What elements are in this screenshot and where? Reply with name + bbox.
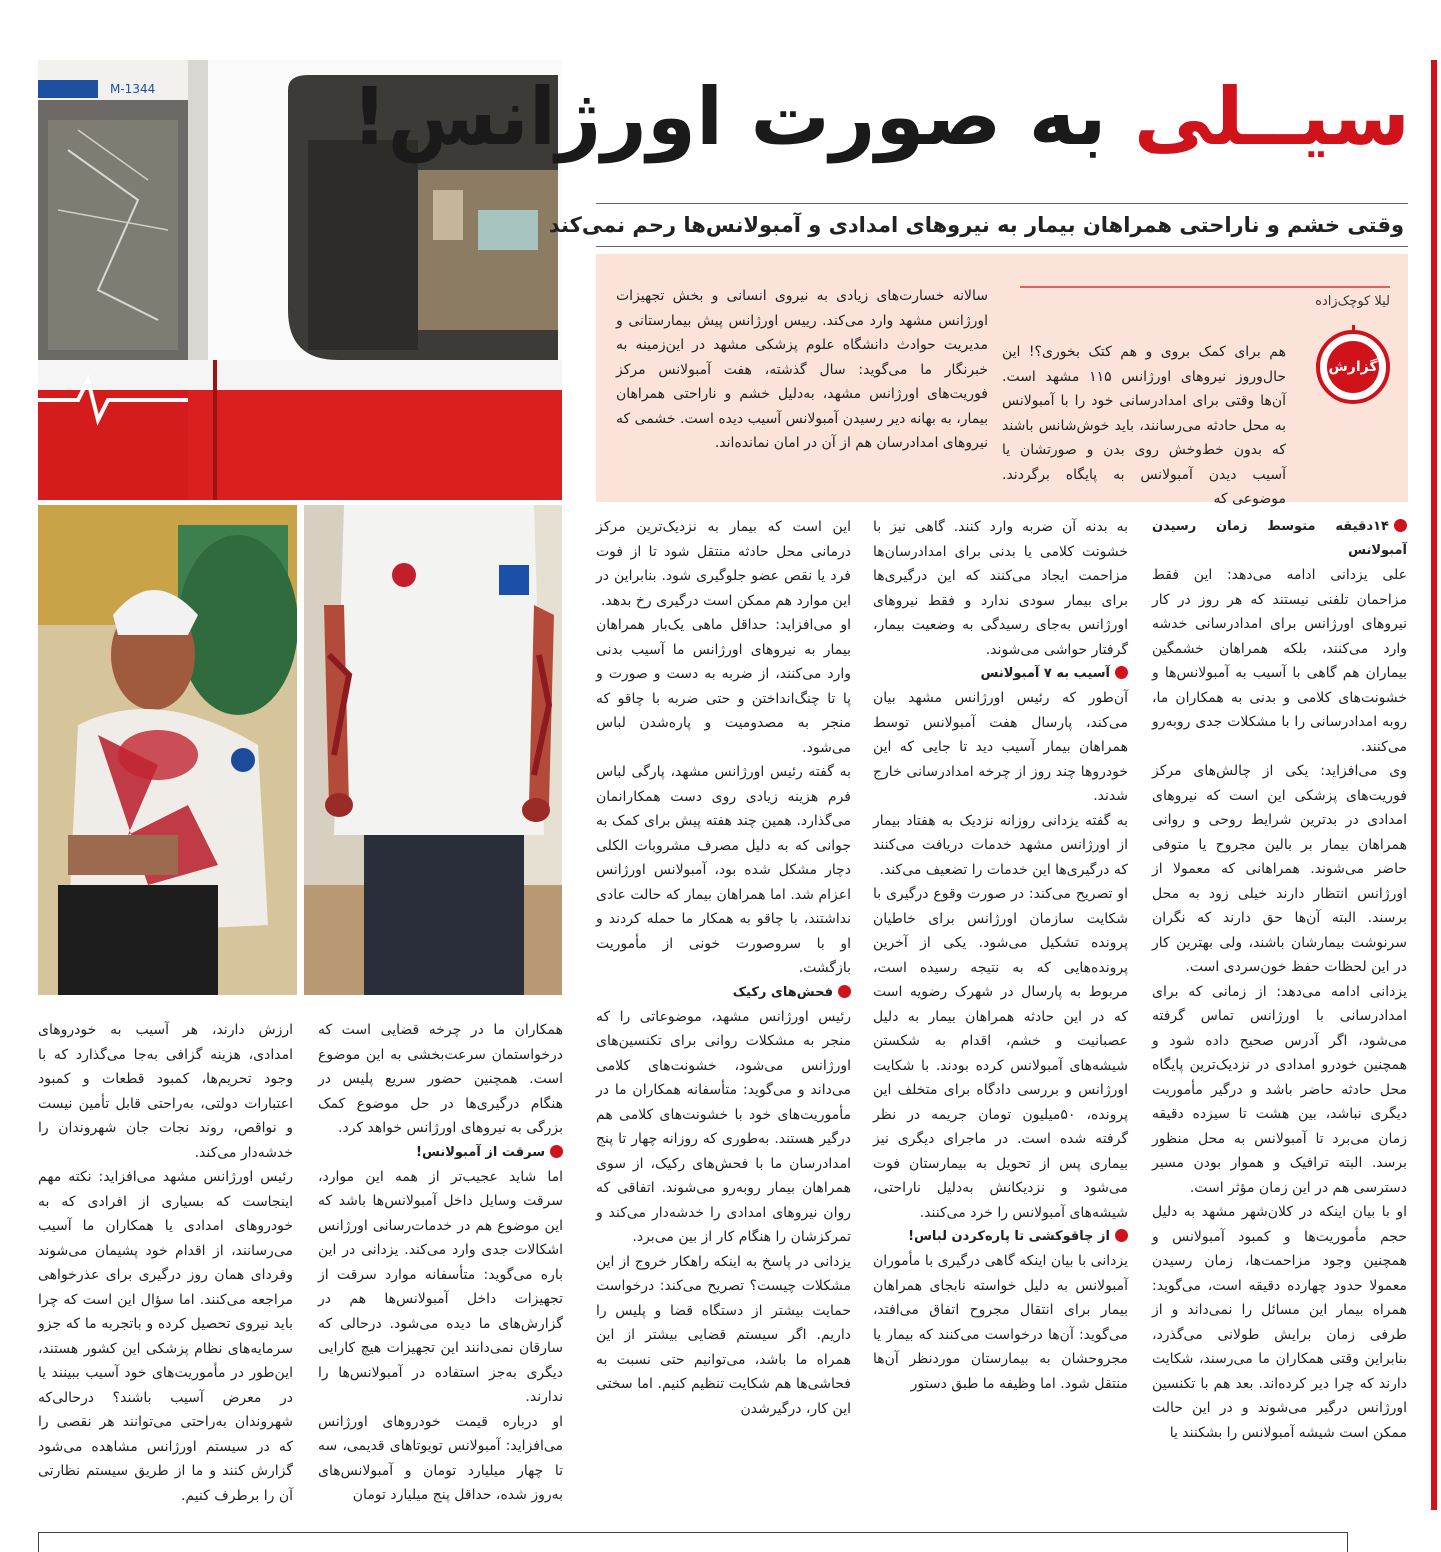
paragraph: همکاران ما در چرخه قضایی است که درخواستمان سرعت‌بخشی به این موضوع است. همچنین حضور سریع پلیس در هنگام درگیری‌ها در حل موضوع کمک بزرگی به نیروهای اورژانس خواهد کرد. xyxy=(318,1022,563,1136)
bottom-advert-frame xyxy=(38,1532,1348,1552)
paragraph: رئیس اورژانس مشهد می‌افزاید: نکته مهم اینجاست که بسیاری از افرادی که به خودروهای امدادی یا همکاران ما آسیب می‌رسانند، از اقدام خود پشیمان می‌شوند وفردای همان روز درگیری برای عذرخواهی مراجعه می‌کنند. اما سؤال این است که چرا باید نیروی تحصیل کرده و باتجربه ما که جزو سرمایه‌های نظام پزشکی این کشور هستند، این‌طور در مأموریت‌های خود آسیب ببینند یا در معرض آسیب باشند؟ درحالی‌که شهروندان به‌راحتی می‌توانند هر نقصی را که در سیستم اورژانس مشاهده می‌شود گزارش کنند و ما از طریق سیستم نظارتی آن را برطرف کنیم. xyxy=(38,1169,293,1504)
intro-paragraph: سالانه خسارت‌های زیادی به نیروی انسانی و بخش تجهیزات اورژانس مشهد وارد می‌کند. رییس اورژانس پیش بیمارستانی و مدیریت حوادث دانشگاه علوم پزشکی مشهد در این‌زمینه به خبرنگار ما می‌گوید: سال گذشته، هفت آمبولانس مرکز فوریت‌های اورژانس مشهد، به‌دلیل خشم و ناراحتی همراهان بیمار، به بهانه دیر رسیدن آمبولانس آسیب دیده است. خشمی که نیروهای امدادرسان هم از آن در امان نمانده‌اند. xyxy=(616,288,988,451)
intro-paragraph: هم برای کمک بروی و هم کتک بخوری؟! این حال‌وروز نیروهای اورژانس ۱۱۵ مشهد است. آن‌ها وقتی برای امدادرسانی خود را با آمبولانس به محل حادثه می‌رسانند، باید خوش‌شانس باشند که بدون خط‌وخش روی بدن و صورتشان یا آسیب دیدن آمبولانس به پایگاه برگردند. موضوعی که xyxy=(1002,344,1286,507)
paragraph: رئیس اورژانس مشهد، موضوعاتی را که منجر به مشکلات روانی برای تکنسین‌های اورژانس می‌شود، خشونت‌های کلامی می‌داند و می‌گوید: متأسفانه همکاران ما در مأموریت‌های خود با خشونت‌های کلامی هم درگیر هستند. به‌طوری که روزانه چهار تا پنج امدادرسان ما با فحش‌های رکیک، از سوی همراهان بیمار روبه‌رو می‌شوند. اتفاقی که روان نیروهای امدادی را خدشه‌دار می‌کند و تمرکزشان را هنگام کار از بین می‌برد. xyxy=(596,1008,851,1245)
subheading: فحش‌های رکیک xyxy=(596,981,851,1005)
paragraph: یزدانی در پاسخ به اینکه راهکار خروج از این مشکلات چیست؟ تصریح می‌کند: درخواست حمایت بیشتر از دستگاه قضا و پلیس را داریم. اگر سیستم قضایی بیشتر از این همراه ما باشد، می‌توانیم حتی نسبت به فحاشی‌ها هم شکایت تنظیم کنیم. اما سختی این کار، درگیرشدن xyxy=(596,1253,851,1417)
intro-text-left xyxy=(616,284,988,456)
paragraph: او تصریح می‌کند: در صورت وقوع درگیری با شکایت سازمان اورژانس برای خاطیان پرونده تشکیل می‌شود. یکی از آخرین پرونده‌هایی که به نتیجه رسیده است، مربوط به پارسال در شهرک رضویه است که در این حادثه همراهان بیمار به دلیل عصبانیت و خشم، اقدام به شکستن شیشه‌های آمبولانس کرده بودند. با شکایت اورژانس و بررسی دادگاه برای متخلف این پرونده، ۵۰میلیون تومان جریمه در نظر گرفته شده است. در ماجرای دیگری نیز بیماری پس از تحویل به بیمارستان فوت می‌شود و نزدیکانش به‌دلیل ناراحتی، شیشه‌های آمبولانس را خرد می‌کنند. xyxy=(873,886,1128,1221)
paragraph: او درباره قیمت خودروهای اورژانس می‌افزاید: آمبولانس تویوتاهای قدیمی، سه تا چهار میلیارد تومان و آمبولانس‌های به‌روز شده، حداقل پنج میلیارد تومان xyxy=(318,1413,563,1503)
ambulance-plate-text: M-1344 xyxy=(110,82,156,96)
article-column-2 xyxy=(873,515,1128,1396)
article-column-1 xyxy=(1152,515,1407,1445)
bullet-dot-icon xyxy=(1394,519,1407,532)
intro-box xyxy=(596,254,1408,507)
article-column-5 xyxy=(38,1018,293,1508)
headline xyxy=(351,62,1410,172)
bullet-dot-icon xyxy=(838,985,851,998)
paragraph: اما شاید عجیب‌تر از همه این موارد، سرقت وسایل داخل آمبولانس‌ها باشد که این موضوع هم در خدمات‌رسانی اورژانس اشکالات جدی وارد می‌کند. یزدانی در این باره می‌گوید: متأسفانه موارد سرقت از تجهیزات داخل آمبولانس‌ها هم در گزارش‌های ما دیده می‌شود. درحالی که سارقان نمی‌دانند این تجهیزات هیچ کارایی دیگری به‌جز استفاده در آمبولانس‌ها را ندارند. xyxy=(318,1168,563,1405)
page-edge-red-rule xyxy=(1431,60,1437,1510)
subheading: ۱۴دقیقه متوسط زمان رسیدن آمبولانس xyxy=(1152,519,1407,558)
bullet-dot-icon xyxy=(550,1145,563,1158)
paragraph: آن‌طور که رئیس اورژانس مشهد بیان می‌کند، پارسال هفت آمبولانس توسط همراهان بیمار آسیب دید تا جایی که این خودروها چند روز از چرخه امدادرسانی خارج شدند. xyxy=(873,690,1128,804)
article-column-4 xyxy=(318,1018,563,1508)
bullet-dot-icon xyxy=(1115,1229,1128,1242)
subheading: آسیب به ۷ آمبولانس xyxy=(873,662,1128,686)
paragraph: یزدانی ادامه می‌دهد: از زمانی که برای امدادرسانی با اورژانس تماس گرفته می‌شود، اگر آدرس صحیح داده شود و همچنین خودرو امدادی در نزدیک‌ترین پایگاه محل حادثه حاضر باشد و درگیر مأموریت دیگری نباشد، بین هشت تا سیزده دقیقه زمان می‌برد تا آمبولانس به محل منظور برسد. البته ترافیک و هموار بودن مسیر دسترسی هم در این زمان مؤثر است. xyxy=(1152,983,1407,1196)
paragraph: وی می‌افزاید: یکی از چالش‌های مرکز فوریت‌های پزشکی این است که نیروهای امدادی در بدترین شرایط روحی و روانی همراهان بیمار بر بالین مجروح یا متوفی حاضر می‌شوند. همراهانی که معمولا از اورژانس انتظار دارند خیلی زود به محل برسند. البته آن‌ها حق دارند که نگران سرنوشت بیمارشان باشند، ولی بهترین کار در این لحظات حفظ خون‌سردی است. xyxy=(1152,763,1407,975)
paragraph: او می‌افزاید: حداقل ماهی یک‌بار همراهان بیمار به نیروهای اورژانس ما آسیب بدنی وارد می‌کنند، از ضربه به دست و صورت و پا تا چنگ‌انداختن و حتی ضربه با چاقو که منجر به مصدومیت و پاره‌شدن لباس می‌شود. xyxy=(596,617,851,756)
paragraph: به گفته یزدانی روزانه نزدیک به هفتاد بیمار از اورژانس مشهد خدمات دریافت می‌کنند که درگیری‌ها این خدمات را تضعیف می‌کند. xyxy=(873,812,1128,878)
paragraph: ارزش دارند، هر آسیب به خودروهای امدادی، هزینه گزافی به‌جا می‌گذارد که با وجود تحریم‌ها، کمبود قطعات و کمبود اعتبارات دولتی، به‌راحتی قابل تأمین نیست و نواقص، روند نجات جان شهروندان را خدشه‌دار می‌کند. xyxy=(38,1022,293,1161)
bullet-dot-icon xyxy=(1115,666,1128,679)
paragraph: یزدانی با بیان اینکه گاهی درگیری با مأموران آمبولانس به دلیل خواسته نابجای همراهان بیمار برای انتقال مجروح اتفاق می‌افتد، می‌گوید: آن‌ها درخواست می‌کنند که بیمار یا مجروحشان به بیمارستان موردنظر آن‌ها منتقل شود. اما وظیفه ما طبق دستور xyxy=(873,1253,1128,1392)
headline-rest: به صورت اورژانس! xyxy=(351,71,1134,163)
injured-paramedic-photo xyxy=(304,505,562,995)
headline-red-word: سیــلی xyxy=(1133,71,1410,163)
report-badge-label: گزارش xyxy=(1327,341,1379,393)
paragraph: او با بیان اینکه در کلان‌شهر مشهد به دلیل حجم مأموریت‌ها و کمبود آمبولانس و همچنین وجود مزاحمت‌ها، زمان رسیدن معمولا حدود چهارده دقیقه است، می‌گوید: همراه بیمار این مسائل را نمی‌داند و از طرفی زمان برایش طولانی می‌گذرد، بنابراین وقتی همکاران ما می‌رسند، شکایت دارند که چرا دیر کرده‌اند. بعد هم با تکنسین اورژانس درگیر می‌شوند و در این حالت ممکن است شیشه آمبولانس را بشکنند یا xyxy=(1152,1204,1407,1441)
subheading: از چاقوکشی تا پاره‌کردن لباس! xyxy=(873,1225,1128,1249)
paragraph: به گفته رئیس اورژانس مشهد، پارگی لباس فرم هزینه زیادی روی دست همکارانمان می‌گذارد. همین چند هفته پیش برای کمک به جوانی که به دلیل مصرف مشروبات الکلی دچار مشکل شده بود، آمبولانس اورژانس اعزام شد. اما همراهان بیمار که حالت عادی نداشتند، با چاقو به همکار ما حمله کردند و او با سروصورت خونی از مأموریت بازگشت. xyxy=(596,764,851,976)
subtitle-bar xyxy=(548,203,1408,247)
paragraph: این است که بیمار به نزدیک‌ترین مرکز درمانی محل حادثه منتقل شود تا از فوت فرد یا نقص عضو جلوگیری شود. بنابراین در این موارد هم ممکن است درگیری رخ بدهد. xyxy=(596,519,851,609)
article-column-3 xyxy=(596,515,851,1421)
intro-text-right xyxy=(1002,340,1382,512)
subtitle: وقتی خشم و ناراحتی همراهان بیمار به نیروهای امدادی و آمبولانس‌ها رحم نمی‌کند xyxy=(548,213,1404,237)
badge-tick xyxy=(1352,325,1355,332)
subheading: سرقت از آمبولانس! xyxy=(318,1141,563,1165)
paragraph: به بدنه آن ضربه وارد کنند. گاهی نیز با خشونت کلامی یا بدنی برای امدادرسان‌ها مزاحمت ایجاد می‌کنند که این درگیری‌ها برای بیمار سودی ندارد و فقط نیروهای اورژانس به‌جای رسیدگی به وضعیت بیمار، گرفتار حواشی می‌شوند. xyxy=(873,519,1128,658)
injured-patient-photo xyxy=(38,505,297,995)
byline: لیلا کوچک‌زاده xyxy=(1020,286,1390,309)
paragraph: علی یزدانی ادامه می‌دهد: این فقط مزاحمان تلفنی نیستند که هر روز در کار نیروهای اورژانس برای امدادرسانی خدشه وارد می‌کنند، بلکه همراهان خشمگین بیماران هم گاهی با آسیب به آمبولانس‌ها و خشونت‌های کلامی و بدنی به همکاران ما، روبه امدادرسانی را با مشکلات جدی روبه‌رو می‌کنند. xyxy=(1152,567,1407,755)
